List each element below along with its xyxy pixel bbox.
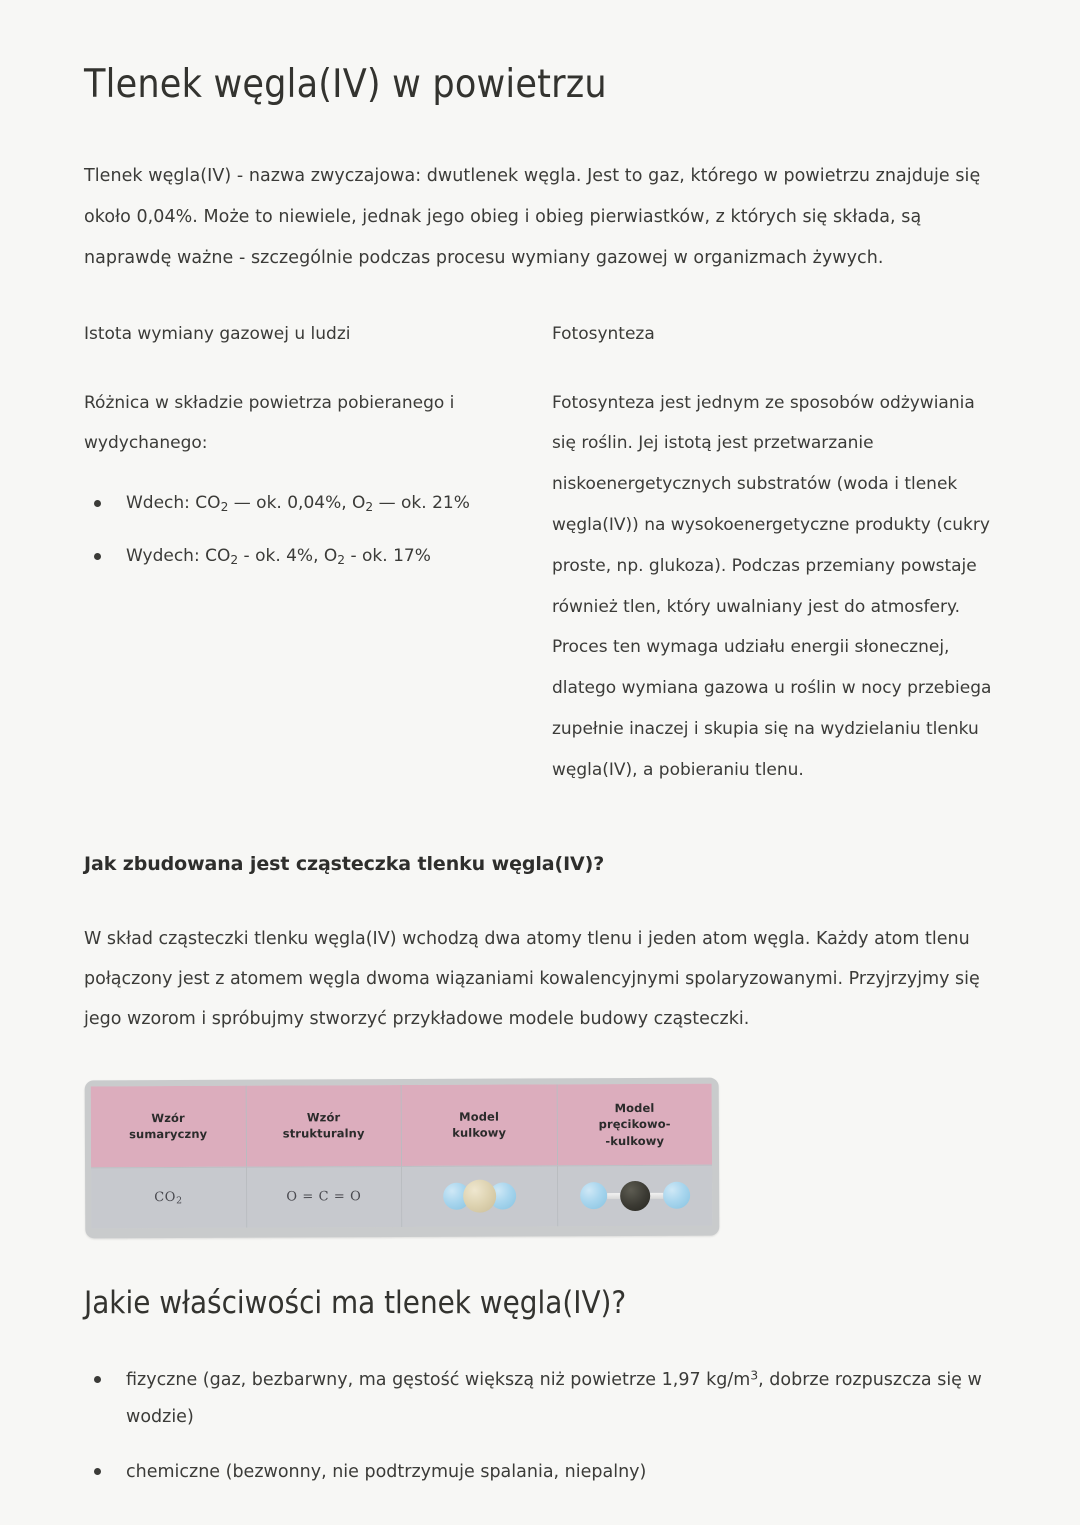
bullet-text-inhale-tail: — ok. 21% xyxy=(373,493,470,514)
left-column-heading: Istota wymiany gazowej u ludzi xyxy=(84,324,351,345)
list-item xyxy=(84,490,552,517)
model-table xyxy=(91,1084,713,1229)
cell-ball-stick-model xyxy=(558,1165,713,1227)
bullet-text-exhale-tail: - ok. 17% xyxy=(345,546,431,567)
cell-structural-formula: O = C = O xyxy=(247,1166,403,1228)
header-line: sumaryczny xyxy=(129,1127,208,1142)
column-left xyxy=(84,321,552,790)
bullet-sub: 2 xyxy=(365,500,374,515)
ball-model-diagram xyxy=(443,1180,516,1213)
carbon-atom-icon xyxy=(620,1181,650,1211)
gas-exchange-list xyxy=(84,490,552,570)
model-table-body-row xyxy=(91,1165,712,1229)
right-column-body: Fotosynteza jest jednym ze sposobów odżywiania się roślin. Jej istotą jest przetwarzanie niskoenergetycznych substratów (woda i tlenek węgla(IV)) na wysokoenergetyczne produkty (cukry proste, np. glukoza). Podczas przemiany powstaje również tlen, który uwalniany jest do atmosfery. Proces ten wymaga udziału energii słonecznej, dlatego wymiana gazowa u roślin w nocy przebiega zupełnie inaczej i skupia się na wydzielaniu tlenku węgla(IV), a pobieraniu tlenu. xyxy=(551,392,992,780)
structure-paragraph: W skład cząsteczki tlenku węgla(IV) wchodzą dwa atomy tlenu i jeden atom węgla. Każdy atom tlenu połączony jest z atomem węgla dwoma wiązaniami kowalencyjnymi spolaryzowanymi. Przyjrzyjmy się jego wzorom i spróbujmy stworzyć przykładowe modele budowy cząsteczki. xyxy=(84,928,980,1030)
formula-subscript: 2 xyxy=(176,1195,183,1207)
header-line: -kulkowy xyxy=(605,1133,665,1149)
header-cell-ball-model xyxy=(402,1085,558,1167)
cell-ball-model xyxy=(402,1166,558,1228)
bullet-text-exhale-label: Wydech: CO xyxy=(126,546,231,567)
formula-base: CO xyxy=(154,1190,177,1206)
structure-section-heading: Jak zbudowana jest cząsteczka tlenku węgla(IV)? xyxy=(84,852,605,875)
header-cell-formula xyxy=(91,1086,247,1168)
cell-molecular-formula xyxy=(91,1167,247,1229)
property-physical-post: , dobrze rozpuszcza się w wodzie) xyxy=(126,1370,982,1428)
header-line: Wzór xyxy=(306,1110,341,1125)
page-title: Tlenek węgla(IV) w powietrzu xyxy=(84,62,607,107)
property-superscript: 3 xyxy=(750,1368,759,1383)
property-chemical-pre: chemiczne (bezwonny, nie podtrzymuje spalania, niepalny) xyxy=(126,1461,647,1482)
bond-stick-icon xyxy=(650,1193,663,1199)
bond-stick-icon xyxy=(607,1193,620,1199)
header-cell-ball-stick-model xyxy=(557,1084,712,1166)
properties-section-heading: Jakie właściwości ma tlenek węgla(IV)? xyxy=(84,1285,627,1322)
oxygen-atom-icon xyxy=(663,1182,690,1209)
header-line: Wzór xyxy=(151,1111,185,1126)
header-line: pręcikowo- xyxy=(598,1117,671,1132)
list-item xyxy=(84,1362,984,1436)
list-item xyxy=(84,1454,984,1491)
right-column-heading: Fotosynteza xyxy=(551,324,655,345)
model-table-photo xyxy=(85,1078,720,1239)
properties-list xyxy=(84,1362,1000,1490)
header-line: kulkowy xyxy=(452,1126,507,1141)
model-table-header-row xyxy=(91,1084,712,1168)
bullet-text-inhale-mid: — ok. 0,04%, O xyxy=(228,493,366,514)
header-cell-structural xyxy=(246,1085,402,1167)
header-line: strukturalny xyxy=(282,1126,365,1142)
list-item xyxy=(84,543,552,570)
bullet-text-exhale-mid: - ok. 4%, O xyxy=(238,546,338,567)
bullet-sub: 2 xyxy=(337,553,346,568)
bullet-sub: 2 xyxy=(220,500,229,515)
left-column-body: Różnica w składzie powietrza pobieranego i wydychanego: xyxy=(84,392,455,454)
carbon-atom-icon xyxy=(463,1180,496,1213)
property-physical-pre: fizyczne (gaz, bezbarwny, ma gęstość większą niż powietrze 1,97 kg/m xyxy=(126,1370,751,1391)
bullet-text-inhale-label: Wdech: CO xyxy=(126,493,221,514)
oxygen-atom-icon xyxy=(580,1183,607,1210)
intro-paragraph: Tlenek węgla(IV) - nazwa zwyczajowa: dwutlenek węgla. Jest to gaz, którego w powietrzu znajduje się około 0,04%. Może to niewiele, jednak jego obieg i obieg pierwiastków, z których się składa, są naprawdę ważne - szczególnie podczas procesu wymiany gazowej w organizmach żywych. xyxy=(84,166,981,269)
model-table-figure xyxy=(85,1079,719,1237)
header-line: Model xyxy=(614,1101,655,1116)
ball-stick-model-diagram xyxy=(580,1181,690,1211)
header-line: Model xyxy=(459,1110,500,1125)
column-right xyxy=(552,321,1000,790)
two-column-section xyxy=(84,321,1000,790)
bullet-sub: 2 xyxy=(230,553,239,568)
